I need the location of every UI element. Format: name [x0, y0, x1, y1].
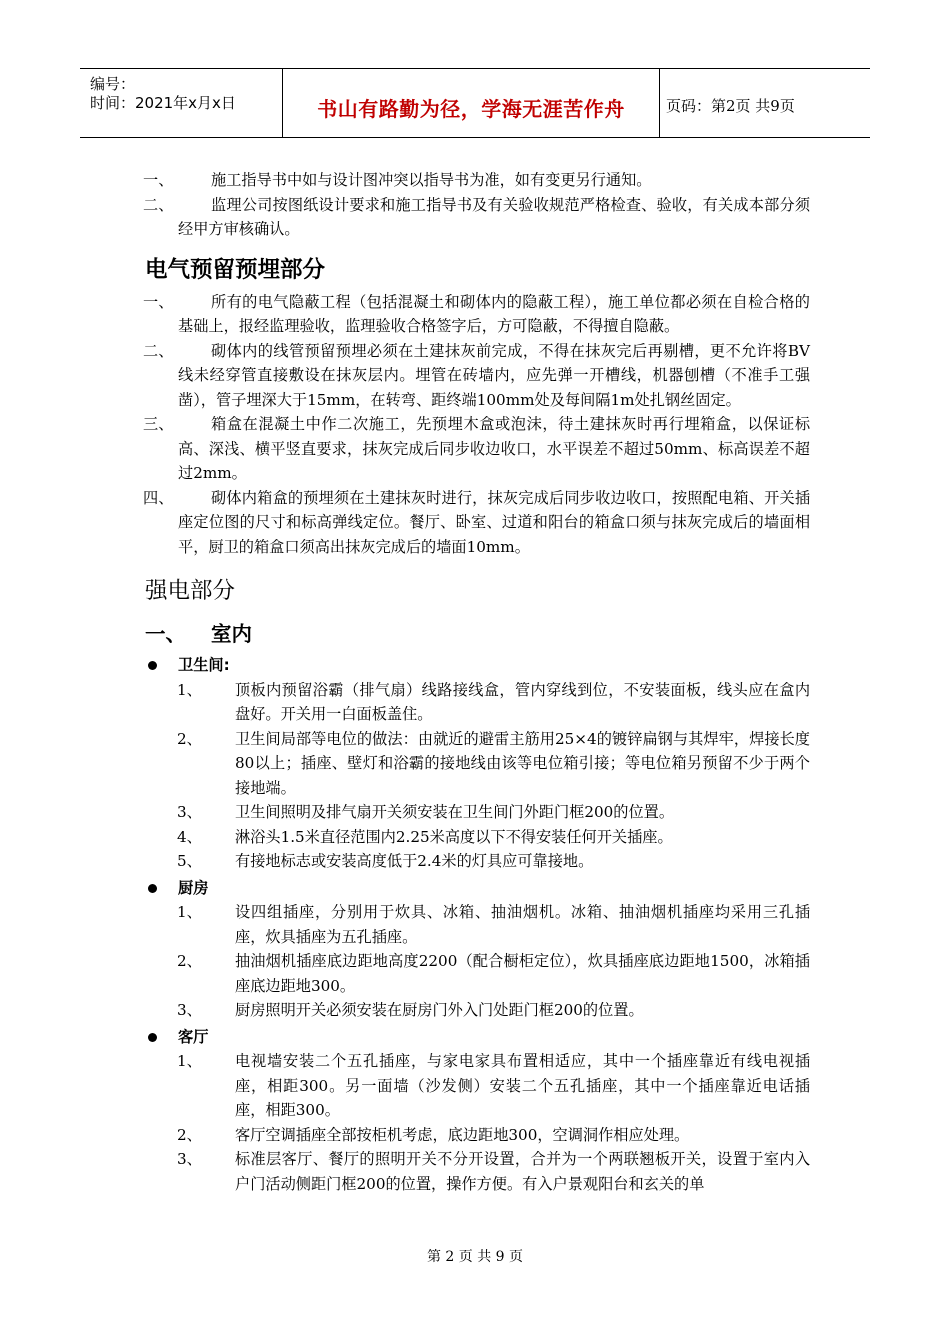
- bullet-icon: [148, 1033, 157, 1042]
- page-header: [80, 68, 870, 138]
- subsection-heading: 一、 室内: [145, 622, 252, 646]
- list-item: 3、 标准层客厅、餐厅的照明开关不分开设置，合并为一个两联翘板开关，设置于室内入户门活动侧距门框200的位置，操作方便。有入户景观阳台和玄关的单: [177, 1150, 810, 1193]
- list-item: 2、 卫生间局部等电位的做法：由就近的避雷主筋用25×4的镀锌扁钢与其焊牢，焊接长度80以上；插座、壁灯和浴霸的接地线由该等电位箱引接；等电位箱另预留不少于两个接地端。: [177, 729, 810, 797]
- list-item: 3、 卫生间照明及排气扇开关须安装在卫生间门外距门框200的位置。: [177, 803, 675, 821]
- header-motto: 书山有路勤为径，学海无涯苦作舟: [317, 97, 625, 121]
- page-footer: 第 2 页 共 9 页: [426, 1249, 524, 1265]
- intro-item: 二、 监理公司按图纸设计要求和施工指导书及有关验收规范严格检查、验收，有关成本部分须经甲方审核确认。: [143, 195, 810, 238]
- section-heading: 强电部分: [145, 578, 236, 604]
- group-heading: 卫生间:: [145, 653, 810, 678]
- section-item: 三、 箱盒在混凝土中作二次施工，先预埋木盒或泡沫，待土建抹灰时再行埋箱盒，以保证标高、深浅、横平竖直要求，抹灰完成后同步收边收口，水平误差不超过50mm、标高误差不超过2mm。: [143, 415, 810, 482]
- list-item: 5、 有接地标志或安装高度低于2.4米的灯具应可靠接地。: [177, 852, 594, 870]
- list-item: 2、 客厅空调插座全部按柜机考虑，底边距地300，空调洞作相应处理。: [177, 1125, 690, 1144]
- header-motto-cell: [282, 69, 660, 137]
- group-heading: 厨房: [145, 876, 810, 901]
- bullet-icon: [148, 884, 157, 893]
- bullet-icon: [148, 661, 157, 670]
- intro-item: 一、 施工指导书中如与设计图冲突以指导书为准，如有变更另行通知。: [143, 171, 652, 189]
- document-body: [145, 168, 810, 1196]
- list-item: 3、 厨房照明开关必须安装在厨房门外入门处距门框200的位置。: [177, 1001, 644, 1019]
- doc-code-label: 编号：: [90, 75, 136, 93]
- list-item: 1、 顶板内预留浴霸（排气扇）线路接线盒，管内穿线到位，不安装面板，线头应在盒内盘好。开关用一白面板盖住。: [177, 680, 810, 723]
- section-item: 二、 砌体内的线管预留预埋必须在土建抹灰前完成，不得在抹灰完后再剔槽，更不允许将BV线未经穿管直接敷设在抹灰层内。埋管在砖墙内，应先弹一开槽线，机器刨槽（不准手工强凿），管子埋深大于15mm，在转弯、距终端100mm处及每间隔1m处扎钢丝固定。: [143, 341, 810, 409]
- section-heading: 电气预留预埋部分: [145, 256, 326, 283]
- list-item: 1、 电视墙安装二个五孔插座，与家电家具布置相适应，其中一个插座靠近有线电视插座，相距300。另一面墙（沙发侧）安装二个五孔插座，其中一个插座靠近电话插座，相距300。: [177, 1052, 810, 1119]
- list-item: 1、 设四组插座，分别用于炊具、冰箱、抽油烟机。冰箱、抽油烟机插座均采用三孔插座，炊具插座为五孔插座。: [177, 903, 810, 946]
- doc-time-label: 时间：2021年x月x日: [90, 94, 236, 112]
- section-item: 一、 所有的电气隐蔽工程（包括混凝土和砌体内的隐蔽工程），施工单位都必须在自检合格的基础上，报经监理验收，监理验收合格签字后，方可隐蔽，不得擅自隐蔽。: [143, 292, 810, 335]
- group-heading: 客厅: [145, 1025, 810, 1050]
- header-page-number: 页码：第2页 共9页: [666, 97, 795, 115]
- list-item: 4、 淋浴头1.5米直径范围内2.25米高度以下不得安装任何开关插座。: [177, 827, 673, 846]
- header-meta: [90, 75, 236, 113]
- section-item: 四、 砌体内箱盒的预埋须在土建抹灰时进行，抹灰完成后同步收边收口，按照配电箱、开关插座定位图的尺寸和标高弹线定位。餐厅、卧室、过道和阳台的箱盒口须与抹灰完成后的墙面相平，厨卫的箱盒口须高出抹灰完成后的墙面10mm。: [143, 488, 810, 556]
- list-item: 2、 抽油烟机插座底边距地高度2200（配合橱柜定位），炊具插座底边距地1500，冰箱插座底边距地300。: [177, 952, 810, 995]
